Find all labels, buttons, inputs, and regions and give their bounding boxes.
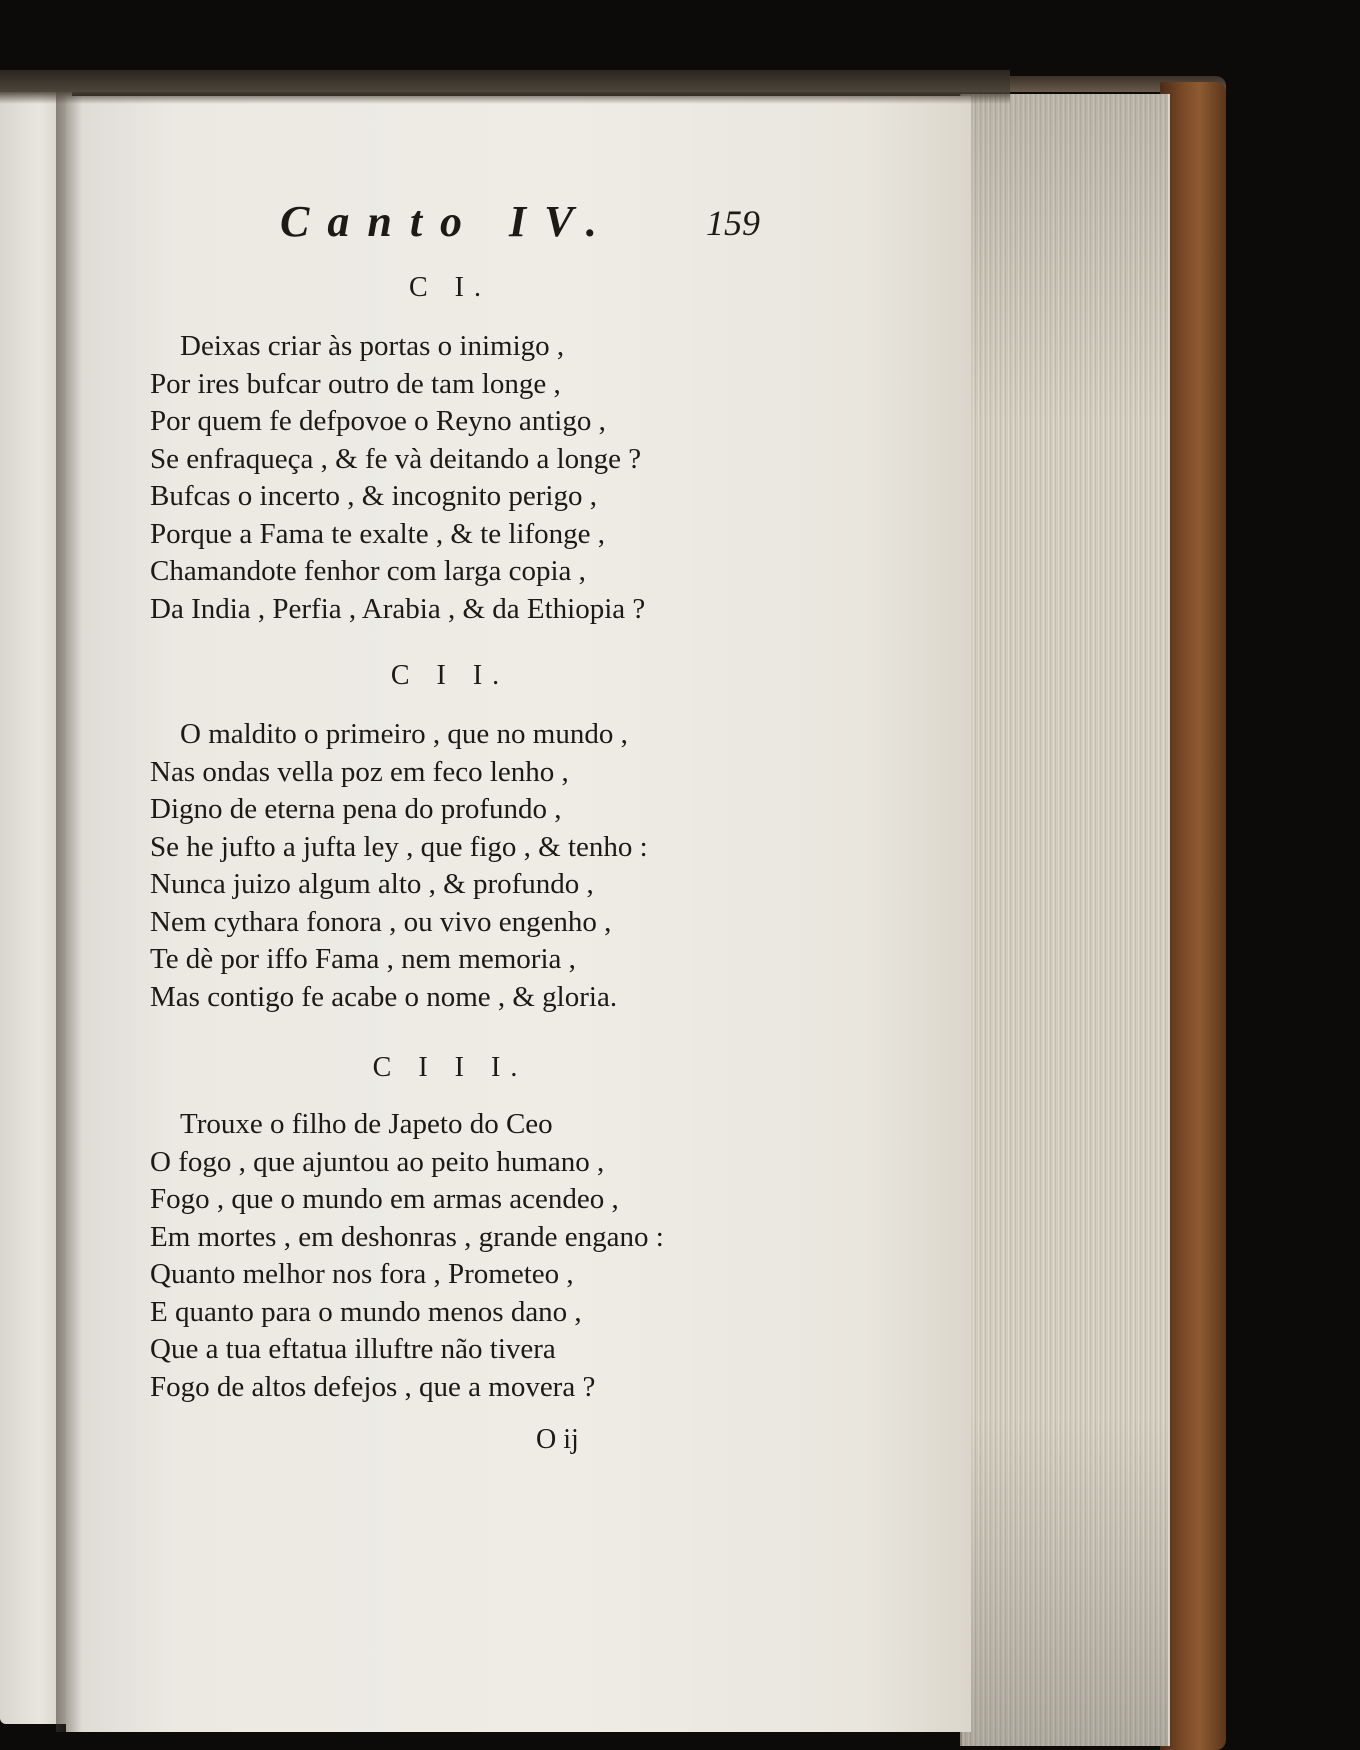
verse-line: Deixas criar às portas o inimigo , [180,330,565,362]
page-number: 159 [706,203,760,243]
verse-line: Digno de eterna pena do profundo , [150,793,562,825]
page-header [280,196,760,246]
verse-line: Chamandote fenhor com larga copia , [150,555,586,587]
verse-line: Nas ondas vella poz em feco lenho , [150,755,569,788]
verse-line: O fogo , que ajuntou ao peito humano , [150,1145,605,1178]
verse-line: Mas contigo fe acabe o nome , & gloria. [150,980,618,1013]
verse-line: E quanto para o mundo menos dano , [150,1295,582,1328]
stanza-number: C I I. [390,660,510,691]
verse-line: Que a tua eftatua illuftre não tivera [150,1333,556,1365]
verse-line: Por quem fe defpovoe o Reyno antigo , [150,405,606,437]
stanza-number: C I I I. [372,1052,528,1083]
stanza [150,1106,750,1406]
verse-line: Nem cythara fonora , ou vivo engenho , [150,905,612,938]
verse-line: Nunca juizo algum alto , & profundo , [150,868,594,900]
verse-line: Bufcas o incerto , & incognito perigo , [150,480,597,512]
signature-mark: O ij [536,1424,579,1455]
verse-line: O maldito o primeiro , que no mundo , [180,718,628,750]
verse-line: Em mortes , em deshonras , grande engano : [150,1220,664,1253]
verse-line: Se enfraqueça , & fe và deitando a longe ? [150,442,642,475]
verse-line: Por ires bufcar outro de tam longe , [150,367,561,400]
verse-line: Trouxe o filho de Japeto do Ceo [180,1108,553,1140]
stanza-number: C I. [409,272,491,303]
stanza [150,716,750,1016]
running-head: Canto IV. [280,197,615,246]
verse-line: Quanto melhor nos fora , Prometeo , [150,1258,574,1290]
verse-line: Da India , Perfia , Arabia , & da Ethiopia ? [150,592,646,625]
verse-line: Fogo de altos defejos , que a movera ? [150,1370,596,1403]
verse-line: Fogo , que o mundo em armas acendeo , [150,1183,619,1215]
verse-line: Te dè por iffo Fama , nem memoria , [150,943,576,975]
verse-line: Se he jufto a jufta ley , que figo , & tenho : [150,830,648,863]
stanza [150,328,750,628]
verse-line: Porque a Fama te exalte , & te lifonge , [150,517,605,550]
